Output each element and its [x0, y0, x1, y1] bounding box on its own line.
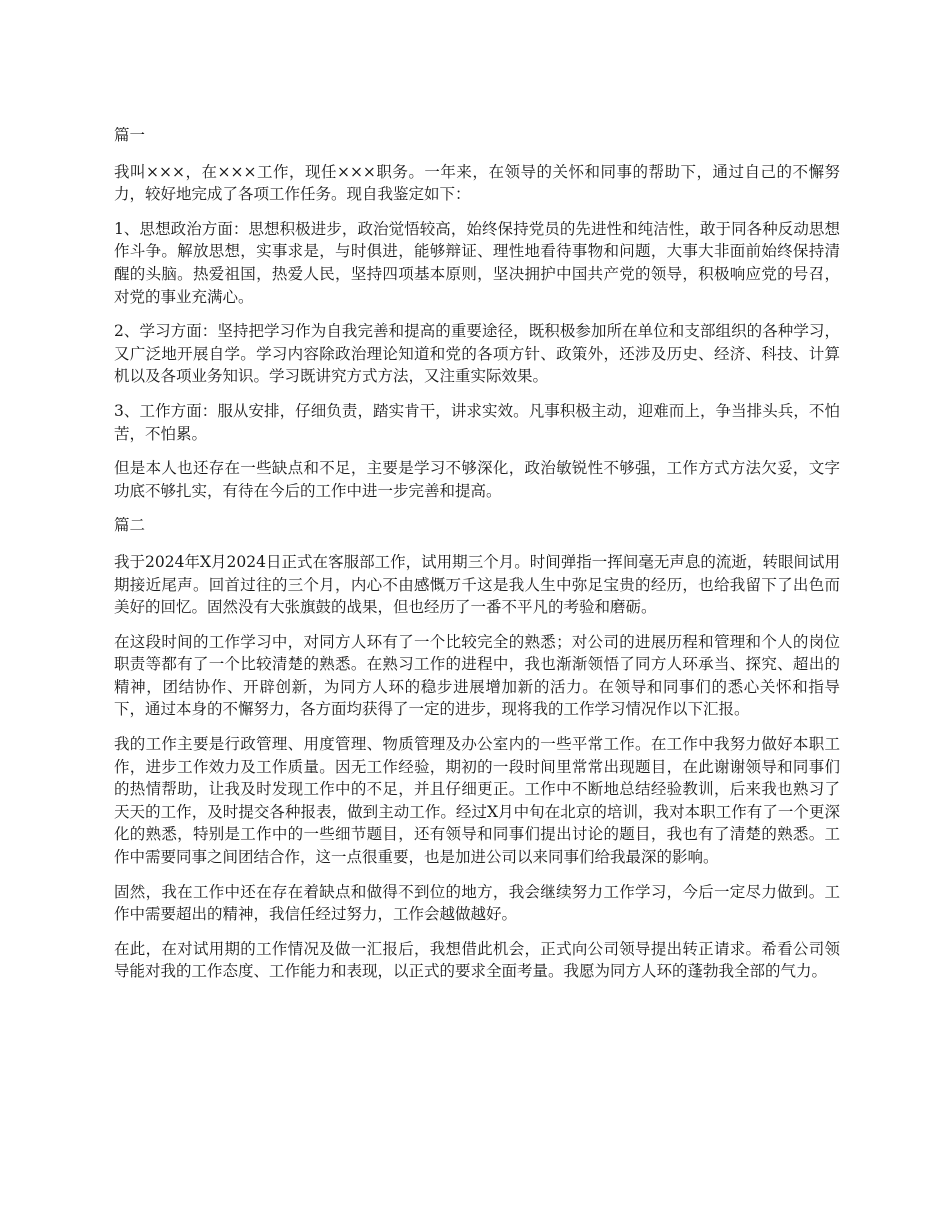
paragraph: 但是本人也还存在一些缺点和不足，主要是学习不够深化，政治敏锐性不够强，工作方式方法欠妥，文字功底不够扎实，有待在今后的工作中进一步完善和提高。: [114, 459, 840, 500]
paragraph: 固然，我在工作中还在存在着缺点和做得不到位的地方，我会继续努力工作学习，今后一定尽力做到。工作中需要超出的精神，我信任经过努力，工作会越做越好。: [114, 882, 840, 924]
paragraph: 在此，在对试用期的工作情况及做一汇报后，我想借此机会，正式向公司领导提出转正请求。希看公司领导能对我的工作态度、工作能力和表现，以正式的要求全面考量。我愿为同方人环的蓬勃我全部的气力。: [114, 939, 840, 981]
paragraph: 我的工作主要是行政管理、用度管理、物质管理及办公室内的一些平常工作。在工作中我努力做好本职工作，进步工作效力及工作质量。因无工作经验，期初的一段时间里常常出现题目，在此谢谢领导和同事们的热情帮助，让我及时发现工作中的不足，并且仔细更正。工作中不断地总结经验教训，后来我也熟习了天天的工作，及时提交各种报表，做到主动工作。经过X月中旬在北京的培训，我对本职工作有了一个更深化的熟悉，特别是工作中的一些细节题目，还有领导和同事们提出讨论的题目，我也有了清楚的熟悉。工作中需要同事之间团结合作，这一点很重要，也是加进公司以来同事们给我最深的影响。: [114, 735, 840, 867]
section-1: [114, 124, 840, 502]
paragraph: 2、学习方面：坚持把学习作为自我完善和提高的重要途径，既积极参加所在单位和支部组织的各种学习，又广泛地开展自学。学习内容除政治理论知道和党的各项方针、政策外，还涉及历史、经济、科技、计算机以及各项业务知识。学习既讲究方式方法，又注重实际效果。: [114, 322, 840, 386]
document-page: [114, 124, 840, 995]
paragraph: 1、思想政治方面：思想积极进步，政治觉悟较高，始终保持党员的先进性和纯洁性，敢于同各种反动思想作斗争。解放思想，实事求是，与时俱进，能够辩证、理性地看待事物和问题，大事大非面前始终保持清醒的头脑。热爱祖国，热爱人民，坚持四项基本原则，坚决拥护中国共产党的领导，积极响应党的号召，对党的事业充满心。: [114, 219, 840, 306]
section-heading: 篇二: [114, 516, 146, 535]
paragraph: 我于2024年X月2024日正式在客服部工作，试用期三个月。时间弹指一挥间毫无声息的流逝，转眼间试用期接近尾声。回首过往的三个月，内心不由感慨万千这是我人生中弥足宝贵的经历，也给我留下了出色而美好的回忆。固然没有大张旗鼓的战果，但也经历了一番不平凡的考验和磨砺。: [114, 552, 840, 617]
paragraph: 3、工作方面：服从安排，仔细负责，踏实肯干，讲求实效。凡事积极主动，迎难而上，争当排头兵，不怕苦，不怕累。: [114, 401, 840, 443]
section-2: [114, 514, 840, 983]
paragraph: 我叫×××，在×××工作，现任×××职务。一年来，在领导的关怀和同事的帮助下，通过自己的不懈努力，较好地完成了各项工作任务。现自我鉴定如下：: [114, 162, 840, 204]
section-heading: 篇一: [114, 126, 146, 144]
paragraph: 在这段时间的工作学习中，对同方人环有了一个比较完全的熟悉；对公司的进展历程和管理和个人的岗位职责等都有了一个比较清楚的熟悉。在熟习工作的进程中，我也渐渐领悟了同方人环承当、探究、超出的精神，团结协作、开辟创新，为同方人环的稳步进展增加新的活力。在领导和同事们的悉心关怀和指导下，通过本身的不懈努力，各方面均获得了一定的进步，现将我的工作学习情况作以下汇报。: [114, 632, 840, 719]
